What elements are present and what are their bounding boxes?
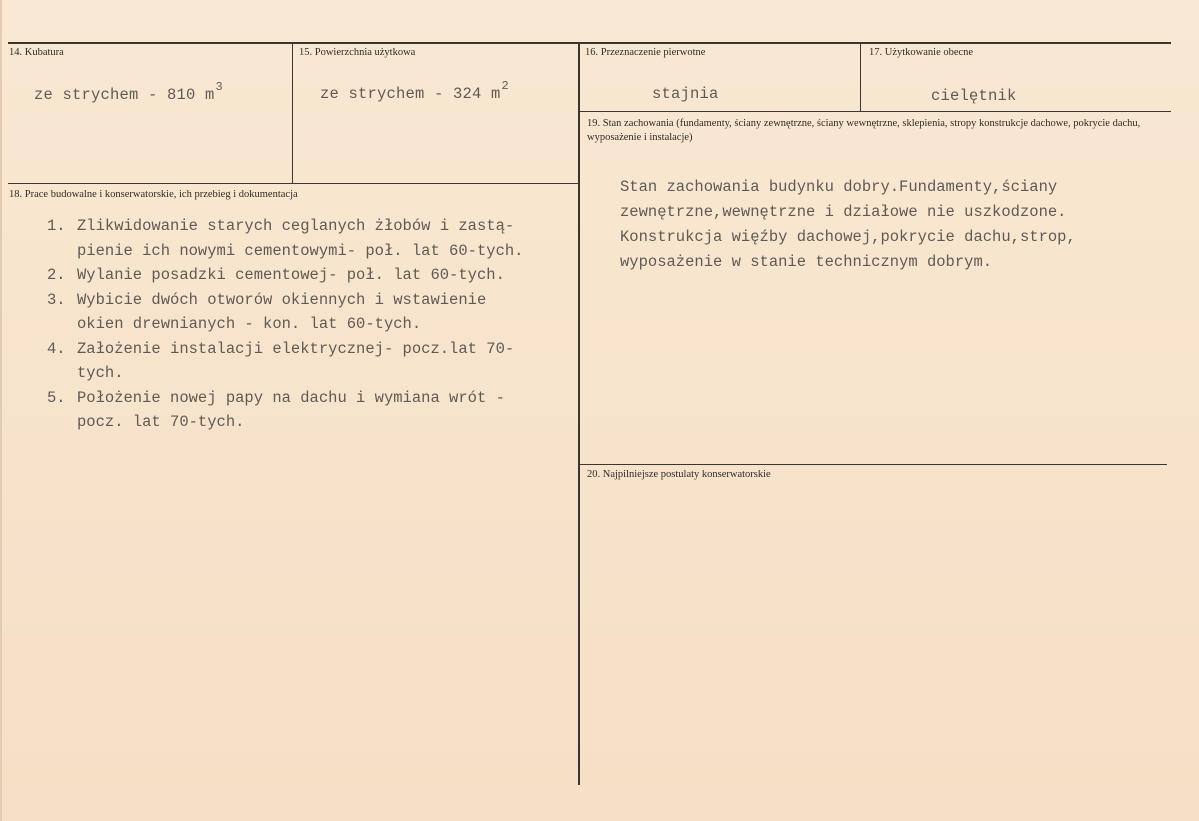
field-17-value: cielętnik <box>931 87 1017 105</box>
list-item-number: 3. <box>47 290 66 309</box>
list-item-text: Położenie nowej papy na dachu i wymiana wrót - pocz. lat 70-tych. <box>77 388 505 431</box>
list-item-text: Zlikwidowanie starych ceglanych żłobów i zastą- pienie ich nowymi cementowymi- poł. lat 60-tych. <box>77 217 524 260</box>
list-item <box>47 337 567 386</box>
field-15-value-text: ze strychem - 324 m <box>320 85 501 103</box>
list-item-number: 5. <box>47 388 66 407</box>
card-edge <box>0 0 2 821</box>
field-19-text: Stan zachowania budynku dobry.Fundamenty,ściany zewnętrzne,wewnętrzne i działowe nie uszkodzone. Konstrukcja więźby dachowej,pokrycie dachu,strop, wyposażenie w stanie technicznym dobrym. <box>620 178 1076 271</box>
field-16-value: stajnia <box>652 85 719 103</box>
field-16-label: 16. Przeznaczenie pierwotne <box>585 47 706 58</box>
top-rule <box>8 42 1171 44</box>
field-14-value-text: ze strychem - 810 m <box>34 86 215 104</box>
list-item-text: Wylanie posadzki cementowej- poł. lat 60-tych. <box>77 266 505 284</box>
rule-above-20 <box>579 464 1167 465</box>
list-item <box>47 214 567 263</box>
rule-below-16-17 <box>579 111 1171 112</box>
field-14-value <box>34 80 223 104</box>
list-item <box>47 263 567 288</box>
list-item-text: Wybicie dwóch otworów okiennych i wstawienie okien drewnianych - kon. lat 60-tych. <box>77 290 487 333</box>
list-item <box>47 386 567 435</box>
divider-14-15 <box>292 43 293 183</box>
field-14-label: 14. Kubatura <box>9 47 64 58</box>
field-20-label: 20. Najpilniejsze postulaty konserwatorskie <box>587 469 771 480</box>
list-item-text: Założenie instalacji elektrycznej- pocz.lat 70- tych. <box>77 339 515 382</box>
field-18-label: 18. Prace budowalne i konserwatorskie, ich przebieg i dokumentacja <box>9 189 298 200</box>
center-divider <box>578 43 580 785</box>
field-17-label: 17. Użytkowanie obecne <box>869 47 974 58</box>
field-14-unit-exponent: 3 <box>215 80 223 94</box>
field-15-unit-exponent: 2 <box>501 79 509 93</box>
rule-below-14-15 <box>8 183 578 184</box>
list-item <box>47 288 567 337</box>
list-item-number: 2. <box>47 266 66 284</box>
list-item-number: 4. <box>47 339 66 358</box>
field-19-label: 19. Stan zachowania (fundamenty, ściany zewnętrzne, ściany wewnętrzne, sklepienia, stropy konstrukcje dachowe, pokrycie dachu, wyposażenie i instalacje) <box>587 118 1141 143</box>
field-15-label: 15. Powierzchnia użytkowa <box>299 47 416 58</box>
divider-16-17 <box>860 43 861 112</box>
works-list <box>47 214 567 435</box>
field-15-value <box>320 79 509 103</box>
list-item-number: 1. <box>47 217 66 235</box>
